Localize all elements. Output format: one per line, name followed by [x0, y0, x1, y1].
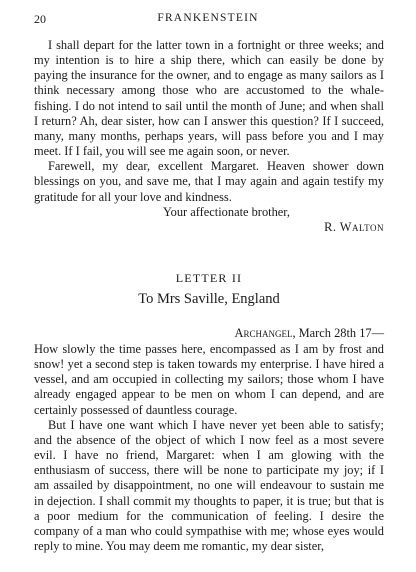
- dateline-date: March 28th 17—: [295, 326, 384, 340]
- letter-one-paragraph-2: Farewell, my dear, excellent Margaret. Heaven shower down blessings on you, and save me, that I may again and again testify my gratitude for all your love and kindness.: [34, 159, 384, 204]
- running-title: FRANKENSTEIN: [157, 12, 259, 24]
- letter-two-address: To Mrs Saville, England: [138, 291, 280, 307]
- letter-closing: Your affectionate brother,: [162, 204, 290, 219]
- letter-two-paragraph-1: How slowly the time passes here, encompassed as I am by frost and snow! yet a second step is taken towards my enterprise. I have hired a vessel, and am occupied in collecting my sailors; those whom I have already engaged appear to be men on whom I can depend, and are certainly possessed of dauntless courage.: [34, 342, 384, 417]
- letter-two-heading: LETTER II: [175, 271, 243, 285]
- dateline-place: Archangel,: [234, 326, 296, 340]
- letter-one-body: [34, 38, 384, 235]
- letter-two-body: [34, 342, 384, 554]
- letter-two-dateline: [34, 326, 384, 341]
- letter-one-paragraph-1: I shall depart for the latter town in a fortnight or three weeks; and my intention is to hire a ship there, which can easily be done by paying the insurance for the owner, and to engage as many sailors as I think necessary among those who are accustomed to the whale-fishing. I do not intend to sail until the month of June; and when shall I return? Ah, dear sister, how can I answer this question? If I succeed, many, many months, perhaps years, will pass before you and I may meet. If I fail, you will see me again soon, or never.: [34, 38, 384, 159]
- page-header: [34, 12, 382, 28]
- page-number: 20: [34, 12, 46, 26]
- letter-signature: R. Walton: [324, 219, 384, 234]
- letter-two-paragraph-2: But I have one want which I have never yet been able to satisfy; and the absence of the object of which I now feel as a most severe evil. I have no friend, Margaret: when I am glowing with the enthusiasm of success, there will be none to participate my joy; if I am assailed by disappointment, no one will endeavour to sustain me in dejection. I shall commit my thoughts to paper, it is true; but that is a poor medium for the communication of feeling. I desire the company of a man who could sympathise with me; whose eyes would reply to mine. You may deem me romantic, my dear sister,: [34, 417, 384, 554]
